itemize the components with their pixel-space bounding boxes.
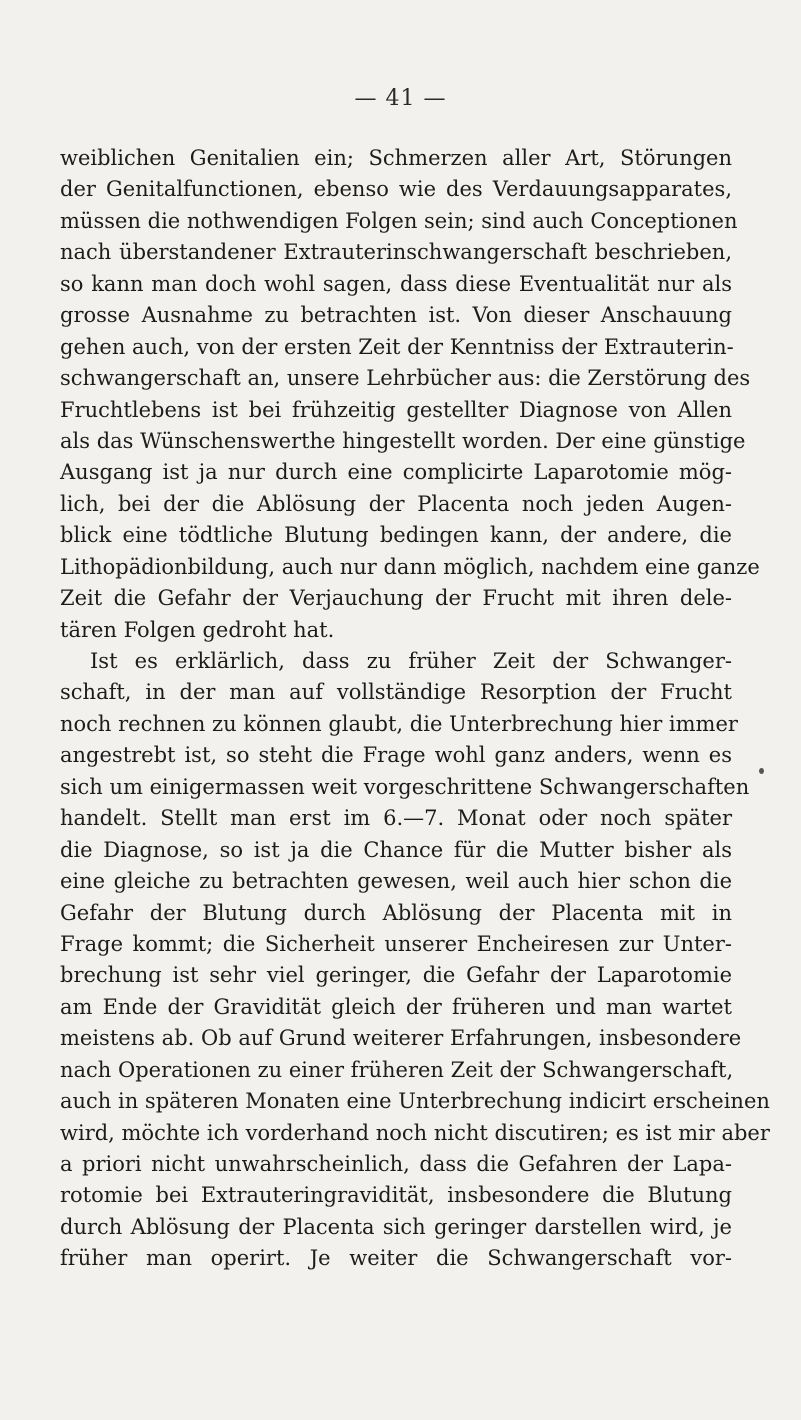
- text-line: Gefahr der Blutung durch Ablösung der Placenta mit in: [60, 900, 732, 925]
- text-line: auch in späteren Monaten eine Unterbrechung indicirt erscheinen: [60, 1089, 770, 1114]
- text-line: Lithopädionbildung, auch nur dann möglich, nachdem eine ganze: [60, 554, 760, 579]
- text-line: als das Wünschenswerthe hingestellt worden. Der eine günstige: [60, 428, 746, 453]
- text-line: angestrebt ist, so steht die Frage wohl ganz anders, wenn es: [60, 743, 732, 768]
- text-line: schwangerschaft an, unsere Lehrbücher aus: die Zerstörung des: [60, 366, 751, 391]
- ink-speck: [759, 768, 764, 774]
- text-line: grosse Ausnahme zu betrachten ist. Von dieser Anschauung: [60, 303, 732, 328]
- text-line: Zeit die Gefahr der Verjauchung der Frucht mit ihren dele-: [60, 586, 732, 611]
- text-line: nach überstandener Extrauterinschwangerschaft beschrieben,: [60, 240, 732, 265]
- text-line: wird, möchte ich vorderhand noch nicht discutiren; es ist mir aber: [60, 1120, 770, 1145]
- text-line: rotomie bei Extrauteringravidität, insbesondere die Blutung: [60, 1183, 732, 1208]
- text-line: a priori nicht unwahrscheinlich, dass die Gefahren der Lapa-: [60, 1152, 732, 1176]
- text-line: lich, bei der die Ablösung der Placenta noch jeden Augen-: [60, 491, 732, 516]
- text-line: am Ende der Gravidität gleich der früheren und man wartet: [60, 994, 732, 1019]
- body-text: [60, 143, 770, 1275]
- text-line: nach Operationen zu einer früheren Zeit der Schwangerschaft,: [60, 1057, 734, 1082]
- text-line: der Genitalfunctionen, ebenso wie des Verdauungsapparates,: [60, 177, 732, 202]
- text-line: müssen die nothwendigen Folgen sein; sind auch Conceptionen: [60, 208, 738, 233]
- text-line: weiblichen Genitalien ein; Schmerzen aller Art, Störungen: [60, 146, 732, 170]
- text-line: früher man operirt. Je weiter die Schwangerschaft vor-: [60, 1246, 732, 1271]
- text-line: handelt. Stellt man erst im 6.—7. Monat oder noch später: [60, 806, 732, 831]
- page-number-header: — 41 —: [354, 86, 447, 111]
- text-line: meistens ab. Ob auf Grund weiterer Erfahrungen, insbesondere: [60, 1026, 742, 1051]
- text-line: so kann man doch wohl sagen, dass diese Eventualität nur als: [60, 271, 732, 296]
- text-line: sich um einigermassen weit vorgeschrittene Schwangerschaften: [60, 774, 750, 799]
- text-line: eine gleiche zu betrachten gewesen, weil auch hier schon die: [60, 869, 732, 894]
- text-line: Fruchtlebens ist bei frühzeitig gestellter Diagnose von Allen: [60, 397, 732, 422]
- text-line: blick eine tödtliche Blutung bedingen kann, der andere, die: [60, 523, 732, 548]
- text-line: Frage kommt; die Sicherheit unserer Encheiresen zur Unter-: [60, 931, 732, 956]
- text-line: tären Folgen gedroht hat.: [60, 617, 335, 642]
- text-line: Ist es erklärlich, dass zu früher Zeit der Schwanger-: [90, 649, 732, 673]
- text-line: die Diagnose, so ist ja die Chance für die Mutter bisher als: [60, 837, 732, 862]
- text-line: durch Ablösung der Placenta sich geringer darstellen wird, je: [60, 1214, 732, 1239]
- text-line: brechung ist sehr viel geringer, die Gefahr der Laparotomie: [60, 963, 732, 988]
- text-line: gehen auch, von der ersten Zeit der Kenntniss der Extrauterin-: [60, 334, 734, 359]
- text-line: schaft, in der man auf vollständige Resorption der Frucht: [60, 680, 732, 705]
- text-line: Ausgang ist ja nur durch eine complicirte Laparotomie mög-: [60, 460, 732, 485]
- text-line: noch rechnen zu können glaubt, die Unterbrechung hier immer: [60, 711, 738, 736]
